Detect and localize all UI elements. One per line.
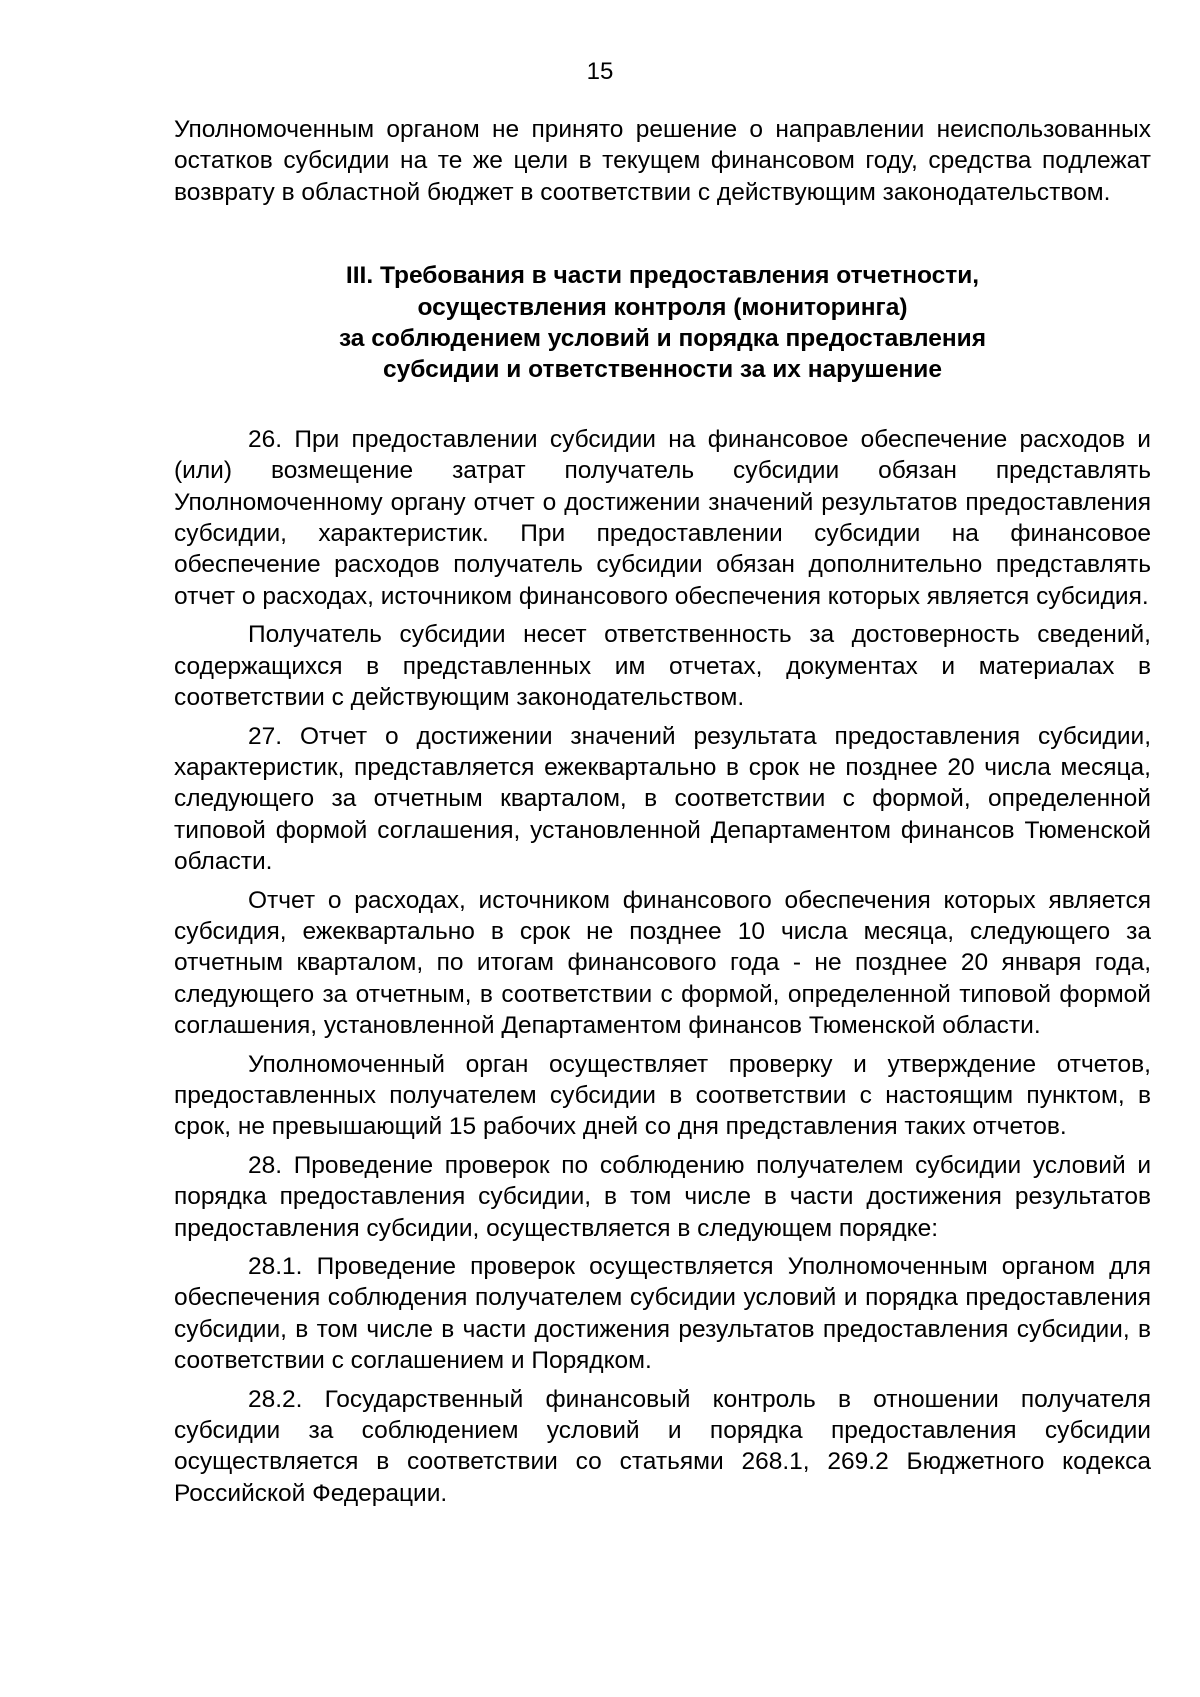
- paragraph-28-1: 28.1. Проведение проверок осуществляется Уполномоченным органом для обеспечения соблюдения получателем субсидии условий и порядка предоставления субсидии, в том числе в части достижения результатов предоставления субсидии, в соответствии с соглашением и Порядком.: [174, 1253, 1151, 1375]
- paragraph-26-responsibility: Получатель субсидии несет ответственность за достоверность сведений, содержащихся в представленных им отчетах, документах и материалах в соответствии с действующим законодательством.: [174, 621, 1151, 712]
- intro-paragraph: Уполномоченным органом не принято решение о направлении неиспользованных остатков субсидии на те же цели в текущем финансовом году, средства подлежат возврату в областной бюджет в соответствии с действующим законодательством.: [174, 116, 1151, 206]
- section-heading-line-3: за соблюдением условий и порядка предоставления: [338, 325, 987, 353]
- section-heading-line-1: III. Требования в части предоставления отчетности,: [345, 262, 980, 290]
- paragraph-27: 27. Отчет о достижении значений результата предоставления субсидии, характеристик, представляется ежеквартально в срок не позднее 20 числа месяца, следующего за отчетным кварталом, в соответствии с формой, определенной типовой формой соглашения, установленной Департаментом финансов Тюменской области.: [174, 722, 1151, 876]
- section-heading: [174, 260, 1151, 386]
- section-heading-line-4: субсидии и ответственности за их нарушение: [383, 356, 942, 384]
- paragraph-27-expenses: Отчет о расходах, источником финансового обеспечения которых является субсидия, ежеквартально в срок не позднее 10 числа месяца, следующего за отчетным кварталом, по итогам финансового года - не позднее 20 января года, следующего за отчетным, в соответствии с формой, определенной типовой формой соглашения, установленной Департаментом финансов Тюменской области.: [174, 886, 1151, 1040]
- page-number: 15: [586, 58, 614, 85]
- paragraph-28-2: 28.2. Государственный финансовый контроль в отношении получателя субсидии за соблюдением условий и порядка предоставления субсидии осуществляется в соответствии со статьями 268.1, 269.2 Бюджетного кодекса Российской Федерации.: [174, 1385, 1151, 1507]
- paragraph-27-review: Уполномоченный орган осуществляет проверку и утверждение отчетов, предоставленных получателем субсидии в соответствии с настоящим пунктом, в срок, не превышающий 15 рабочих дней со дня представления таких отчетов.: [174, 1050, 1151, 1141]
- paragraph-28: 28. Проведение проверок по соблюдению получателем субсидии условий и порядка предоставления субсидии, в том числе в части достижения результатов предоставления субсидии, осуществляется в следующем порядке:: [174, 1151, 1151, 1242]
- section-heading-line-2: осуществления контроля (мониторинга): [417, 293, 908, 321]
- document-body: [174, 114, 1151, 1509]
- paragraph-26: 26. При предоставлении субсидии на финансовое обеспечение расходов и (или) возмещение затрат получатель субсидии обязан представлять Уполномоченному органу отчет о достижении значений результатов предоставления субсидии, характеристик. При предоставлении субсидии на финансовое обеспечение расходов получатель субсидии обязан дополнительно представлять отчет о расходах, источником финансового обеспечения которых является субсидия.: [174, 425, 1151, 610]
